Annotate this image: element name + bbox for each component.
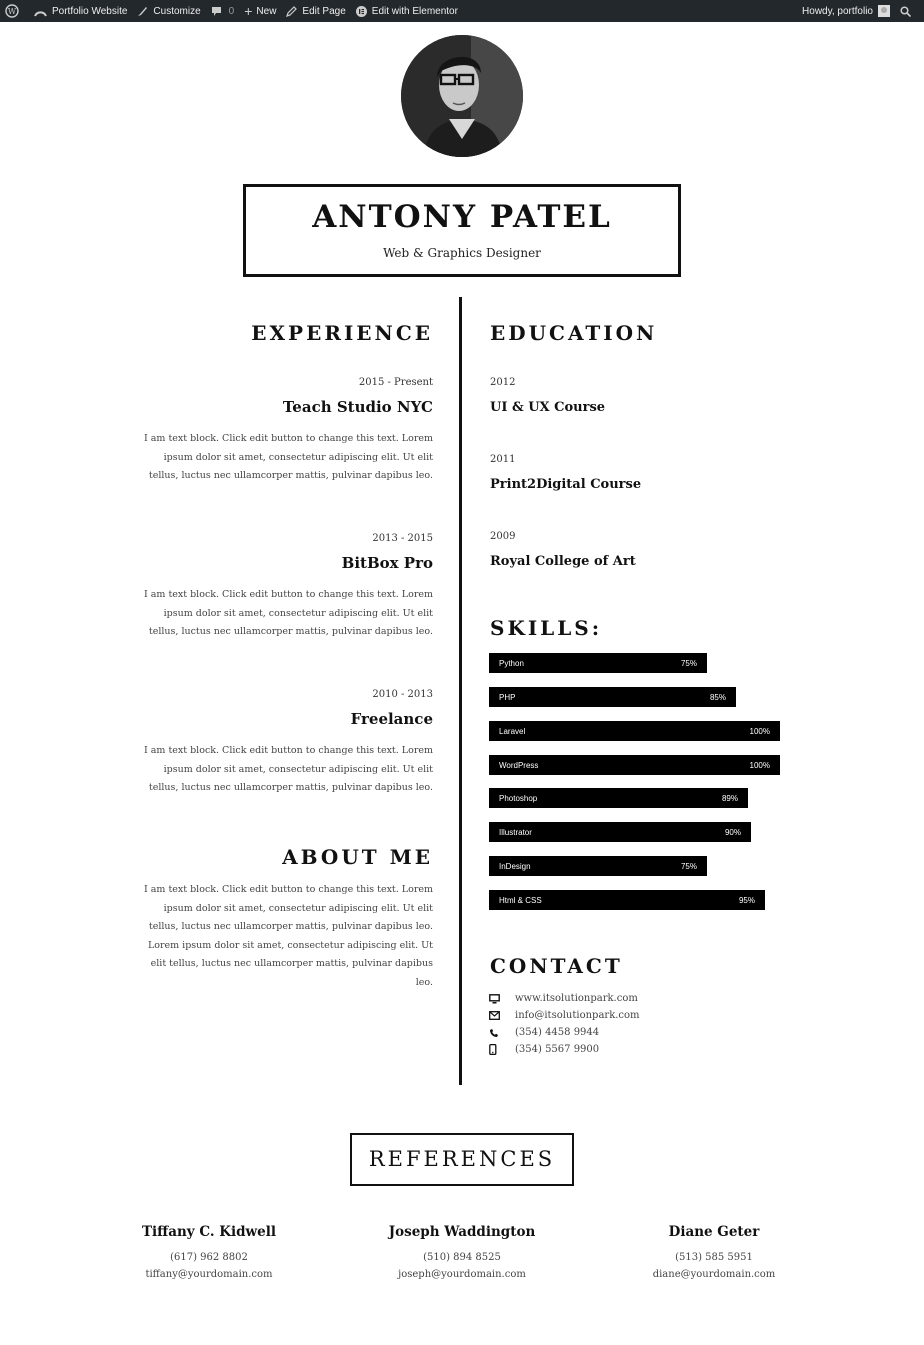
skills-heading: SKILLS: xyxy=(490,616,603,640)
skill-bar xyxy=(489,890,765,910)
skill-bar xyxy=(489,687,736,707)
education-year: 2012 xyxy=(490,377,516,388)
skill-bar xyxy=(489,788,748,808)
skill-percent: 100% xyxy=(749,726,770,736)
skill-bar xyxy=(489,721,780,741)
reference-card xyxy=(342,1224,582,1280)
skill-name: Laravel xyxy=(499,726,526,736)
desktop-icon xyxy=(489,994,500,1004)
skill-name: Photoshop xyxy=(499,793,538,803)
about-block xyxy=(141,867,433,992)
skill-bar xyxy=(489,755,780,775)
education-item xyxy=(490,454,790,492)
elementor-icon xyxy=(356,6,367,17)
experience-company: Teach Studio NYC xyxy=(282,398,433,416)
contact-heading: CONTACT xyxy=(490,954,623,978)
site-name-link[interactable] xyxy=(29,0,132,22)
comment-icon xyxy=(211,6,222,17)
experience-item xyxy=(133,377,433,486)
contact-website[interactable] xyxy=(489,993,638,1004)
search-icon xyxy=(900,6,911,17)
experience-company: BitBox Pro xyxy=(341,554,433,572)
contact-mobile[interactable] xyxy=(489,1044,599,1055)
reference-name: Tiffany C. Kidwell xyxy=(141,1224,277,1240)
skill-percent: 85% xyxy=(709,692,726,702)
account-menu[interactable] xyxy=(797,0,895,22)
contact-email[interactable] xyxy=(489,1010,640,1021)
skill-percent: 75% xyxy=(680,658,697,668)
name-box xyxy=(243,184,681,277)
new-label: New xyxy=(256,5,277,17)
skill-percent: 89% xyxy=(721,793,738,803)
customize-label: Customize xyxy=(153,5,201,17)
reference-name: Diane Geter xyxy=(668,1224,760,1240)
reference-card xyxy=(89,1224,329,1280)
education-year: 2011 xyxy=(490,454,516,465)
wordpress-logo-icon[interactable] xyxy=(0,0,29,22)
reference-name: Joseph Waddington xyxy=(388,1224,536,1240)
education-course: UI & UX Course xyxy=(490,400,606,415)
edit-elementor-label: Edit with Elementor xyxy=(371,5,458,17)
admin-bar xyxy=(0,0,924,22)
reference-email[interactable]: tiffany@yourdomain.com xyxy=(145,1269,273,1280)
experience-date: 2015 - Present xyxy=(358,377,433,388)
reference-phone: (617) 962 8802 xyxy=(170,1252,248,1263)
contact-phone-text: (354) 4458 9944 xyxy=(515,1027,600,1038)
person-name: ANTONY PATEL xyxy=(312,199,612,235)
skill-name: Html & CSS xyxy=(499,895,542,905)
contact-mobile-text: (354) 5567 9900 xyxy=(515,1044,600,1055)
experience-date: 2013 - 2015 xyxy=(372,533,433,544)
mobile-icon xyxy=(489,1044,497,1055)
skill-percent: 100% xyxy=(749,760,770,770)
skill-name: Python xyxy=(499,658,524,668)
svg-text:W: W xyxy=(7,7,17,16)
skill-percent: 90% xyxy=(724,827,741,837)
dashboard-icon xyxy=(34,6,47,17)
skill-bar xyxy=(489,822,751,842)
reference-phone: (510) 894 8525 xyxy=(423,1252,501,1263)
experience-company: Freelance xyxy=(350,710,433,728)
contact-website-text: www.itsolutionpark.com xyxy=(515,993,638,1004)
skill-name: Illustrator xyxy=(499,827,532,837)
person-role: Web & Graphics Designer xyxy=(383,246,541,260)
reference-phone: (513) 585 5951 xyxy=(675,1252,753,1263)
plus-icon: + xyxy=(244,3,253,19)
skill-bar xyxy=(489,653,707,673)
education-year: 2009 xyxy=(490,531,516,542)
skill-name: InDesign xyxy=(499,861,531,871)
skill-name: PHP xyxy=(499,692,516,702)
edit-page-link[interactable] xyxy=(281,0,350,22)
education-heading: EDUCATION xyxy=(490,321,658,345)
references-heading: REFERENCES xyxy=(350,1133,574,1186)
new-content-link[interactable] xyxy=(239,0,281,22)
experience-heading: EXPERIENCE xyxy=(251,321,433,345)
profile-photo xyxy=(401,35,523,157)
contact-phone[interactable] xyxy=(489,1027,599,1038)
skill-percent: 95% xyxy=(738,895,755,905)
about-heading: ABOUT ME xyxy=(282,845,433,869)
experience-description: I am text block. Click edit button to change this text. Lorem ipsum dolor sit amet, consectetur adipiscing elit. Ut elit tellus, luctus nec ullamcorper mattis, pulvinar dapibus leo. xyxy=(144,745,433,793)
experience-item xyxy=(133,533,433,642)
site-name-label: Portfolio Website xyxy=(52,5,128,17)
education-course: Print2Digital Course xyxy=(490,477,642,492)
edit-page-label: Edit Page xyxy=(302,5,346,17)
reference-card xyxy=(594,1224,834,1280)
experience-description: I am text block. Click edit button to change this text. Lorem ipsum dolor sit amet, consectetur adipiscing elit. Ut elit tellus, luctus nec ullamcorper mattis, pulvinar dapibus leo. xyxy=(144,433,433,481)
experience-item xyxy=(133,689,433,798)
comments-count: 0 xyxy=(228,5,235,17)
reference-email[interactable]: diane@yourdomain.com xyxy=(652,1269,776,1280)
reference-email[interactable]: joseph@yourdomain.com xyxy=(398,1269,526,1280)
admin-search-button[interactable] xyxy=(895,0,924,22)
education-course: Royal College of Art xyxy=(490,554,636,569)
user-avatar-icon xyxy=(878,5,890,17)
about-text: I am text block. Click edit button to change this text. Lorem ipsum dolor sit amet, consectetur adipiscing elit. Ut elit tellus, luctus nec ullamcorper mattis, pulvinar dapibus leo. Lorem ipsum dolor sit amet, consectetur adipiscing elit. Ut elit tellus, luctus nec ullamcorper mattis, pulvinar dapibus leo. xyxy=(144,884,433,988)
phone-icon xyxy=(489,1028,499,1038)
edit-elementor-link[interactable] xyxy=(351,0,463,22)
center-divider xyxy=(459,297,462,1085)
customize-link[interactable] xyxy=(132,0,205,22)
brush-icon xyxy=(137,6,148,17)
skill-percent: 75% xyxy=(680,861,697,871)
comments-link[interactable] xyxy=(206,0,240,22)
education-item xyxy=(490,377,790,415)
education-item xyxy=(490,531,790,569)
contact-email-text: info@itsolutionpark.com xyxy=(515,1010,640,1021)
experience-date: 2010 - 2013 xyxy=(372,689,433,700)
skill-bar xyxy=(489,856,707,876)
howdy-label: Howdy, portfolio xyxy=(802,5,873,17)
envelope-icon xyxy=(489,1011,500,1020)
pencil-icon xyxy=(286,6,297,17)
skill-name: WordPress xyxy=(499,760,539,770)
experience-description: I am text block. Click edit button to change this text. Lorem ipsum dolor sit amet, consectetur adipiscing elit. Ut elit tellus, luctus nec ullamcorper mattis, pulvinar dapibus leo. xyxy=(144,589,433,637)
